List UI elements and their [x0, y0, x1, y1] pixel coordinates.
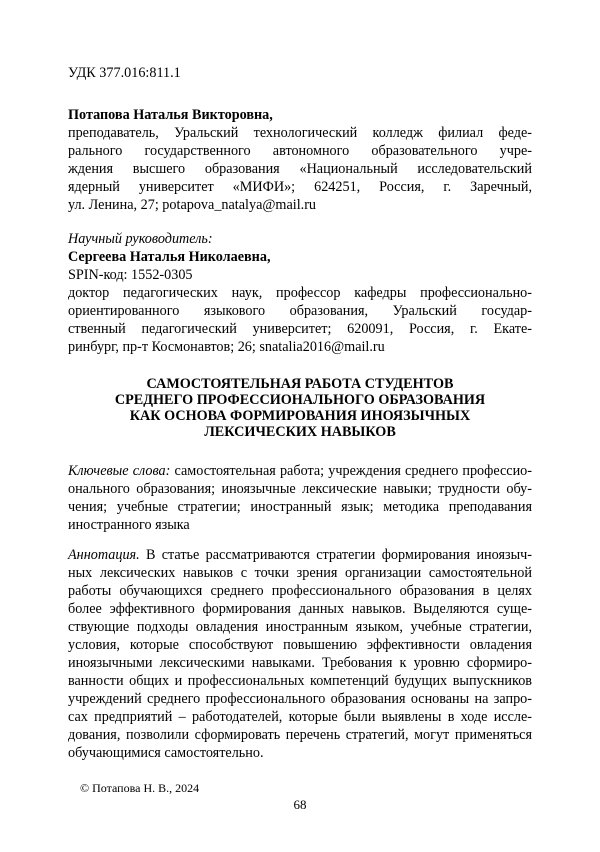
annotation-line: работы обучающихся среднего профессионального образования в целях [68, 583, 532, 599]
supervisor-affiliation-line: ориентированного языкового образования, Уральский государ- [68, 303, 532, 319]
annotation-line: ных лексических навыков с точки зрения организации самостоятельной [68, 565, 532, 581]
author-block [68, 106, 532, 214]
annotation-line: ванности общих и профессиональных компетенций будущих выпускников [68, 673, 532, 689]
annotation-line: более эффективного формирования данных навыков. Выделяются суще- [68, 601, 532, 617]
annotation-label: Аннотация. [68, 547, 140, 563]
annotation-block [68, 546, 532, 762]
keywords-line: онального образования; иноязычные лексические навыки; трудности обу- [68, 481, 532, 497]
supervisor-role: Научный руководитель: [68, 231, 213, 247]
annotation-line: условия, которые способствуют повышению эффективности овладения [68, 637, 532, 653]
supervisor-block [68, 230, 532, 356]
annotation-line: сах предприятий – работодателей, которые были выявлены в ходе иссле- [68, 709, 532, 725]
keywords-first-line [68, 462, 532, 480]
author-affiliation-line: ул. Ленина, 27; potapova_natalya@mail.ru [68, 197, 317, 213]
keywords-line: чения; учебные стратегии; иностранный язык; методика преподавания [68, 499, 532, 515]
udk-line: УДК 377.016:811.1 [68, 65, 181, 81]
title-line: КАК ОСНОВА ФОРМИРОВАНИЯ ИНОЯЗЫЧНЫХ [129, 408, 471, 424]
annotation-line: дования, позволили сформировать перечень стратегий, могут применяться [68, 727, 532, 743]
keywords-first-text: самостоятельная работа; учреждения среднего профессио- [170, 463, 532, 479]
supervisor-affiliation-line: ринбург, пр-т Космонавтов; 26; snatalia2016@mail.ru [68, 339, 385, 355]
supervisor-affiliation-line: ственный педагогический университет; 620091, Россия, г. Екате- [68, 321, 532, 337]
keywords-line: иностранного языка [68, 517, 190, 533]
page-number: 68 [293, 797, 307, 812]
title-line: ЛЕКСИЧЕСКИХ НАВЫКОВ [204, 424, 396, 440]
annotation-line: иноязычными лексическими навыками. Требования к уровню сформиро- [68, 655, 532, 671]
keywords-block [68, 462, 532, 534]
author-affiliation-line: ждения высшего образования «Национальный исследовательский [68, 161, 532, 177]
author-affiliation-line: преподаватель, Уральский технологический колледж филиал феде- [68, 125, 532, 141]
article-title [68, 376, 532, 440]
keywords-label: Ключевые слова: [68, 463, 171, 479]
title-line: СРЕДНЕГО ПРОФЕССИОНАЛЬНОГО ОБРАЗОВАНИЯ [114, 392, 486, 408]
supervisor-spin: SPIN-код: 1552-0305 [68, 267, 193, 283]
supervisor-affiliation-line: доктор педагогических наук, профессор кафедры профессионально- [68, 285, 532, 301]
annotation-first-text: В статье рассматриваются стратегии формирования иноязыч- [139, 547, 532, 563]
author-affiliation-line: ядерный университет «МИФИ»; 624251, Россия, г. Заречный, [68, 179, 532, 195]
udk-code [68, 64, 532, 82]
annotation-first-line [68, 546, 532, 564]
author-name: Потапова Наталья Викторовна, [68, 107, 273, 123]
annotation-line: учреждений среднего профессионального образования основаны на запро- [68, 691, 532, 707]
annotation-line: ствующие подходы овладения иностранным языком, учебные стратегии, [68, 619, 532, 635]
title-line: САМОСТОЯТЕЛЬНАЯ РАБОТА СТУДЕНТОВ [146, 376, 454, 392]
copyright-notice: © Потапова Н. В., 2024 [80, 781, 200, 795]
annotation-line: обучающимися самостоятельно. [68, 745, 264, 761]
author-affiliation-line: рального государственного автономного образовательного учре- [68, 143, 532, 159]
supervisor-name: Сергеева Наталья Николаевна, [68, 249, 271, 265]
